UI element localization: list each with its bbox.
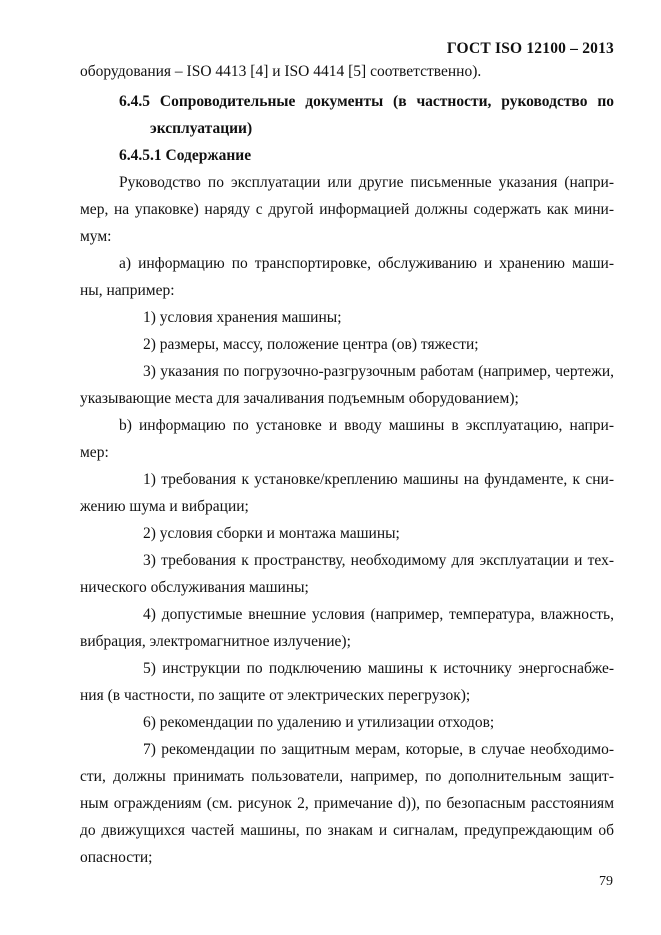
list-item-a bbox=[119, 250, 614, 277]
list-item-b5 bbox=[143, 655, 614, 682]
text-line: 2) условия сборки и монтажа машины; bbox=[143, 525, 400, 542]
list-item-a2 bbox=[143, 331, 614, 358]
list-item-b1-cont bbox=[80, 493, 614, 520]
list-item-b5-cont bbox=[80, 682, 614, 709]
text-line: 1) условия хранения машины; bbox=[143, 309, 342, 326]
text-line: 4) допустимые внешние условия (например, температура, влажность, bbox=[143, 606, 614, 623]
list-item-b3 bbox=[143, 547, 614, 574]
heading-line: эксплуатации) bbox=[150, 120, 253, 137]
subsection-heading-6-4-5-1 bbox=[119, 142, 614, 169]
text-line: a) информацию по транспортировке, обслуживанию и хранению маши- bbox=[119, 255, 614, 272]
list-item-b1 bbox=[143, 466, 614, 493]
list-item-b bbox=[119, 412, 614, 439]
text-line: до движущихся частей машины, по знакам и сигналам, предупреждающим об bbox=[80, 822, 614, 839]
text-line: b) информацию по установке и вводу машины в эксплуатацию, напри- bbox=[119, 417, 614, 434]
heading-line: 6.4.5.1 Содержание bbox=[119, 147, 252, 164]
text-line: 3) требования к пространству, необходимому для эксплуатации и тех- bbox=[143, 552, 614, 569]
text-line: нического обслуживания машины; bbox=[80, 579, 309, 596]
list-item-b4 bbox=[143, 601, 614, 628]
list-item-b7 bbox=[143, 736, 614, 763]
text-line: Руководство по эксплуатации или другие письменные указания (напри- bbox=[119, 174, 614, 191]
text-line: опасности; bbox=[80, 849, 153, 866]
heading-line: 6.4.5 Сопроводительные документы (в частности, руководство по bbox=[119, 93, 614, 110]
text-line: сти, должны принимать пользователи, например, по дополнительным защит- bbox=[80, 768, 614, 785]
list-item-a-cont bbox=[80, 277, 614, 304]
list-item-b3-cont bbox=[80, 574, 614, 601]
list-item-a1 bbox=[143, 304, 614, 331]
list-item-b-cont bbox=[80, 439, 614, 466]
document-header: ГОСТ ISO 12100 – 2013 bbox=[446, 40, 614, 57]
text-line: мер, на упаковке) наряду с другой информацией должны содержать как мини- bbox=[80, 201, 614, 218]
list-item-b4-cont bbox=[80, 628, 614, 655]
list-item-b2 bbox=[143, 520, 614, 547]
list-item-a3 bbox=[143, 358, 614, 385]
text-line: 3) указания по погрузочно-разгрузочным работам (например, чертежи, bbox=[143, 363, 614, 380]
text-line: 7) рекомендации по защитным мерам, которые, в случае необходимо- bbox=[143, 741, 614, 758]
text-line: ным ограждениям (см. рисунок 2, примечание d)), по безопасным расстояниям bbox=[80, 795, 614, 812]
list-item-b7-cont bbox=[80, 763, 614, 871]
text-line: вибрация, электромагнитное излучение); bbox=[80, 633, 351, 650]
list-item-b6 bbox=[143, 709, 614, 736]
paragraph-continuation bbox=[80, 58, 614, 85]
paragraph-intro-cont bbox=[80, 196, 614, 250]
text-line: указывающие места для зачаливания подъемным оборудованием); bbox=[80, 390, 519, 407]
text-line: оборудования – ISO 4413 [4] и ISO 4414 [5] соответственно). bbox=[80, 63, 482, 80]
text-line: ния (в частности, по защите от электрических перегрузок); bbox=[80, 687, 471, 704]
list-item-a3-cont bbox=[80, 385, 614, 412]
text-line: 2) размеры, массу, положение центра (ов) тяжести; bbox=[143, 336, 479, 353]
section-heading-6-4-5-cont bbox=[150, 115, 614, 142]
text-line: мум: bbox=[80, 228, 112, 245]
paragraph-intro bbox=[119, 169, 614, 196]
text-line: ны, например: bbox=[80, 282, 175, 299]
text-line: мер: bbox=[80, 444, 109, 461]
page-number: 79 bbox=[599, 874, 613, 889]
text-line: 5) инструкции по подключению машины к источнику энергоснабже- bbox=[143, 660, 614, 677]
text-line: жению шума и вибрации; bbox=[80, 498, 249, 515]
text-line: 1) требования к установке/креплению машины на фундаменте, к сни- bbox=[143, 471, 614, 488]
text-line: 6) рекомендации по удалению и утилизации отходов; bbox=[143, 714, 495, 731]
section-heading-6-4-5 bbox=[119, 88, 614, 115]
